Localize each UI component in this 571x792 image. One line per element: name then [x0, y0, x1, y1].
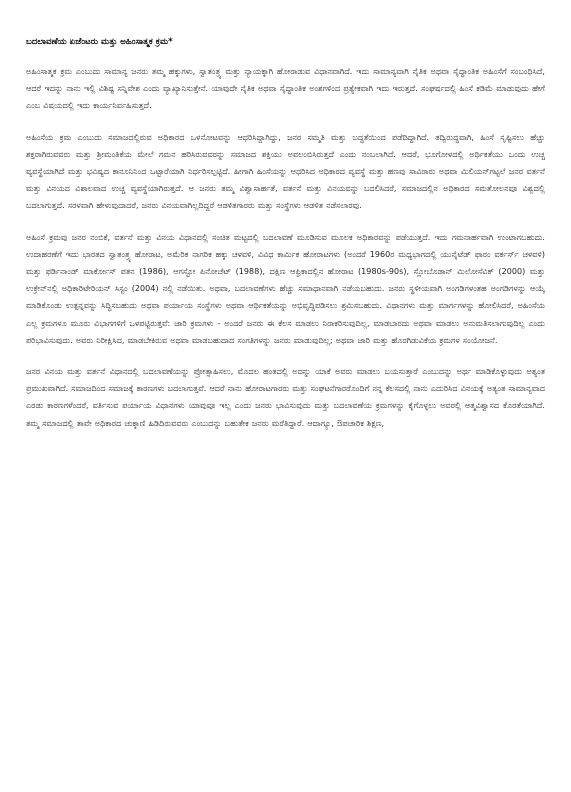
document-title: ಬದಲಾವಣೆಯ ಏಜೆಂಟರು ಮತ್ತು ಅಹಿಂಸಾತ್ಮಕ ಕ್ರಮ*: [26, 37, 173, 47]
paragraph-1: ಅಹಿಂಸಾತ್ಮಕ ಕ್ರಮ ಎಂಬುದು ಸಾಮಾನ್ಯ ಜನರು ತಮ್ಮ ಹಕ್ಕುಗಳು, ಸ್ವಾತಂತ್ರ್ಯ ಮತ್ತು ನ್ಯಾಯಕ್ಕಾಗಿ ಹೋರಾಡುವ ವಿಧಾನವಾಗಿದೆ. ಇದು ಸಾಮಾನ್ಯವಾಗಿ ನೈತಿಕ ಅಥವಾ ಸೈದ್ಧಾಂತಿಕ ಅಹಿಂಸೆಗೆ ಸಂಬಂಧಿಸಿದೆ, ಆದರೆ ಇದನ್ನು ನಾನು ಇಲ್ಲಿ ವಿಶಿಷ್ಟ ಸನ್ನಿವೇಶ ಎಂದು ವ್ಯಾಖ್ಯಾನಿಸುತ್ತೇನೆ. ಯಾವುದೇ ನೈತಿಕ ಅಥವಾ ಸೈದ್ಧಾಂತಿಕ ಅಂಶಗಳಿಂದ ಪ್ರತ್ಯೇಕವಾಗಿ ಇದು ಇರುತ್ತದೆ. ಸಂಘರ್ಷದಲ್ಲಿ ಹಿಂಸೆ ಕಡಿಮೆ ಮಾಡುವುದು ಹೇಗೆ ಎಂಬ ವಿಷಯದಲ್ಲಿ ಇದು ಕಾರ್ಯನಿರ್ವಹಿಸುತ್ತದೆ.: [26, 67, 545, 111]
paragraph-2: ಅಹಿಂಸೆಯ ಕ್ರಮ ಎಂಬುದು ಸಮಾಜದಲ್ಲಿರುವ ಅಧಿಕಾರದ ಒಳನೋಟವನ್ನು ಆಧರಿಸಿದ್ದಾಗಿದ್ದು, ಜನರ ಸಮ್ಮತಿ ಮತ್ತು ಬದ್ಧತೆಯಿಂದ ಪಡೆದಿದ್ದಾಗಿದೆ. ತದ್ವಿರುದ್ಧವಾಗಿ, ಹಿಂಸೆ ಸೃಷ್ಟಿಸಲು ಹೆಚ್ಚು ಶಕ್ತರಾಗಿರುವವರು ಮತ್ತು ಶ್ರೀಮಂತಿಕೆಯ ಮೇಲೆ ಗಮನ ಹರಿಸಿರುವವರನ್ನು ಸಮಾಜದ ಶಕ್ತಿಯು ಅವಲಂಬಿಸಿರುತ್ತದೆ ಎಂದು ನಂಬಲಾಗಿದೆ. ಆದರೆ, ಭೂಗೋಳದಲ್ಲಿ ಅರ್ಥಿಕತೆಯು ಒಂದು ಉಚ್ಚ ವ್ಯವಸ್ಥೆಯಾಗಿದೆ ಮತ್ತು ಭವಿಷ್ಯದ ಕಾನೂನಿನಿಂದ ಒಟ್ಟಾರೆಯಾಗಿ ನಿರ್ಧರಿಸಲ್ಪಟ್ಟಿದೆ. ಹೀಗಾಗಿ ಹಿಂಸೆಯನ್ನು ಆಧರಿಸಿದ ಅಧಿಕಾರದ ವ್ಯವಸ್ಥೆ ಮತ್ತು ಹಣವು ಸಾವಿರಾರು ಅಥವಾ ಮಿಲಿಯನ್‌ಗಟ್ಟಲೆ ಜನರ ವರ್ತನೆ ಮತ್ತು ವಿನಯದ ವಿಶಾಲವಾದ ಉಚ್ಚ ವ್ಯವಸ್ಥೆಯಾಗಿರುತ್ತದೆ. ಆ ಜನರು ತಮ್ಮ ವಿಶ್ವಾಸಾರ್ಹತೆ, ವರ್ತನೆ ಮತ್ತು ವಿನಯವನ್ನು ಬದಲಿಸಿದರೆ, ಸಮಾಜದಲ್ಲಿನ ಅಧಿಕಾರದ ಸಮತೋಲನವೂ ವಿಶ್ವದಲ್ಲಿ ಬದಲಾಗುತ್ತದೆ. ಸರಳವಾಗಿ ಹೇಳುವುದಾದರೆ, ಜನರು ವಿನಯವಾಗಿಲ್ಲದಿದ್ದರೆ ಆಡಳಿತಗಾರರು ಮತ್ತು ಸಂಸ್ಥೆಗಳು ಆಡಳಿತ ನಡೆಸಲಾರವು.: [26, 132, 545, 211]
paragraph-3: ಅಹಿಂಸೆ ಕ್ರಮವು ಜನರ ನಂಬಿಕೆ, ವರ್ತನೆ ಮತ್ತು ವಿನಯ ವಿಧಾನದಲ್ಲಿ ಸಂಚಿತ ಮಟ್ಟದಲ್ಲಿ ಬದಲಾವಣೆ ಮೂಡಿಸುವ ಮೂಲಕ ಅಧಿಕಾರವನ್ನು ಪಡೆಯುತ್ತದೆ. ಇದು ಗಮನಾರ್ಹವಾಗಿ ಉಂಟಾಗಬಹುದು. ಉದಾಹರಣೆಗೆ ಇದು ಭಾರತದ ಸ್ವಾತಂತ್ರ್ಯ ಹೋರಾಟ, ಅಮೆರಿಕ ನಾಗರಿಕ ಹಕ್ಕು ಚಳವಳಿ, ವಿವಿಧ ಕಾರ್ಮಿಕ ಹೋರಾಟಗಳು (ಅಂದರೆ 1960ರ ಮಧ್ಯಭಾಗದಲ್ಲಿ ಯುನೈಟೆಡ್ ಫಾರಂ ವರ್ಕರ್ಸ್ ಚಳವಳಿ) ಮತ್ತು ಫರ್ಡಿನಾಂಡ್ ಮಾರ್ಕೋಸ್ ಪತನ (1986), ಆಗಸ್ಟೋ ಪಿನೋಚೆಟ್ (1988), ದಕ್ಷಿಣ ಆಫ್ರಿಕಾದಲ್ಲಿನ ಹೋರಾಟ (1980s-90s), ಸ್ಲೋಬೊಡಾನ್ ಮಿಲೋಸೆವಿಕ್ (2000) ಮತ್ತು ಉಕ್ರೇನ್‌ನಲ್ಲಿ ಅಧಿಕಾರಿಟೇರಿಯನ್ ಸಿಸ್ಟಂ (2004) ನಲ್ಲಿ ನಡೆಯಿತು. ಅಥವಾ, ಬದಲಾವಣೆಗಳು ಹೆಚ್ಚು ಸಮಾಧಾನವಾಗಿ ನಡೆಯಬಹುದು. ಜನರು ಸ್ಥಳೀಯವಾಗಿ ಅಂಗಡಿಗಳಂತಹ ಅಂಗಡಿಗಳನ್ನು ಆಯ್ಕೆ ಮಾಡಿಕೊಂಡು ಉತ್ಪನ್ನವನ್ನು ಸಿದ್ಧಿಸಬಹುದು ಅಥವಾ ಪರ್ಯಾಯ ಸಂಸ್ಥೆಗಳು ಅಥವಾ ಆರ್ಥಿಕತೆಯನ್ನು ಅಭಿವೃದ್ಧಿಪಡಿಸಲು ಶ್ರಮಿಸಬಹುದು. ವಿಧಾನಗಳು ಮತ್ತು ಮಾರ್ಗಗಳನ್ನು ಹೋಲಿಸಿದರೆ, ಅಹಿಂಸೆಯ ಎಲ್ಲ ಕ್ರಮಗಳೂ ಮೂರು ವಿಭಾಗಗಳಿಗೆ ಒಳಪಟ್ಟಿರುತ್ತವೆ: ಜಾರಿ ಕ್ರಮಗಳು - ಅಂದರೆ ಜನರು ಈ ಕೆಲಸ ಮಾಡಲು ನಿರಾಕರಿಸುವುದಿಲ್ಲ, ಮಾಡಬಾರದು ಅಥವಾ ಮಾಡಲು ಅನುಮತಿಸಲಾಗುವುದಿಲ್ಲ ಎಂದು ಪರಿಭಾವಿಸುವುದು. ಅವರು ನಿರೀಕ್ಷಿಸಿದ, ಮಾಡಬೇಕಿರುವ ಅಥವಾ ಮಾಡಬಹುದಾದ ಸಂಗತಿಗಳನ್ನು ಜನರು ಮಾಡುವುದಿಲ್ಲ; ಅಥವಾ ಜಾರಿ ಮತ್ತು ಹೊರಗಿಡುವಿಕೆಯ ಕ್ರಮಗಳ ಸಂಯೋಜನೆ.: [26, 232, 545, 345]
paragraph-4: ಜನರ ವಿನಯ ಮತ್ತು ವರ್ತನೆ ವಿಧಾನದಲ್ಲಿ ಬದಲಾವಣೆಯನ್ನು ಪ್ರೋತ್ಸಾಹಿಸಲು, ಮೊದಲ ಹಂತದಲ್ಲಿ ಅದನ್ನು ಯಾಕೆ ಅವರು ಮಾಡಲು ಬಯಸುತ್ತಾರೆ ಎಂಬುದನ್ನು ಅರ್ಥ ಮಾಡಿಕೊಳ್ಳುವುದು ಅತ್ಯಂತ ಪ್ರಮುಖವಾಗಿದೆ. ಸಮಾಜದಿಂದ ಸಮಾಜಕ್ಕೆ ಕಾರಣಗಳು ಬದಲಾಗುತ್ತವೆ. ಆದರೆ ನಾನು ಹೋರಾಟಗಾರರು ಮತ್ತು ಸಂಘಟನೆಗಾರರೊಂದಿಗೆ ನನ್ನ ಕೆಲಸದಲ್ಲಿ ನಾನು ಎದುರಿಸಿದ ವಿನಯಕ್ಕೆ ಅತ್ಯಂತ ಸಾಮಾನ್ಯವಾದ ಎರಡು ಕಾರಣಗಳೆಂದರೆ, ವರ್ತಿಸುವ ಪರ್ಯಾಯ ವಿಧಾನಗಳು ಯಾವುವೂ ಇಲ್ಲ ಎಂದು ಜನರು ಭಾವಿಸುವುದು ಮತ್ತು ಬದಲಾವಣೆಯ ಕ್ರಮಗಳನ್ನು ಕೈಗೊಳ್ಳಲು ಅವರಲ್ಲಿ ಆತ್ಮವಿಶ್ವಾಸದ ಕೊರತೆಯಾಗಿದೆ. ತಮ್ಮ ಸಮಾಜದಲ್ಲಿ ತಾವೇ ಅಧಿಕಾರದ ಚುಕ್ಕಾಣಿ ಹಿಡಿದಿರುವವರು ಎಂಬುದನ್ನು ಬಹುತೇಕ ಜನರು ಮರೆತಿದ್ದಾರೆ. ಆದಾಗ್ಯೂ, ಔಪಚಾರಿಕ ಶಿಕ್ಷಣ,: [26, 367, 545, 428]
